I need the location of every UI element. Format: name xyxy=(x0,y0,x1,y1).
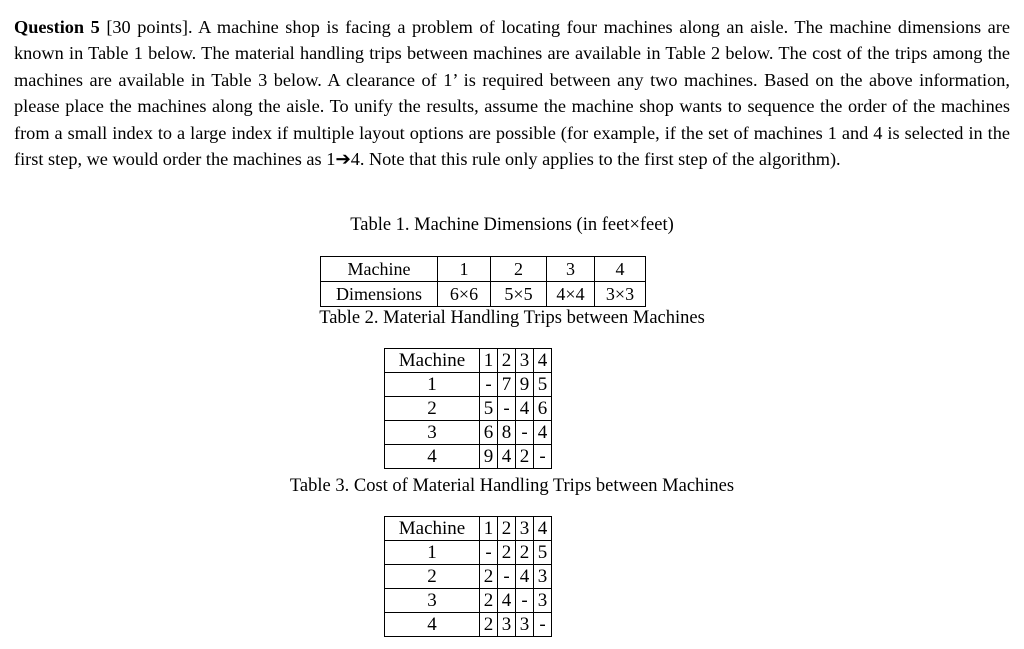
table-cell: 2 xyxy=(516,445,534,469)
arrow-icon: ➔ xyxy=(335,149,351,170)
table-row xyxy=(321,257,646,282)
table-cell: 3 xyxy=(516,349,534,373)
table-cell: - xyxy=(534,613,552,637)
table-cell: - xyxy=(534,445,552,469)
table2-caption: Table 2. Material Handling Trips between Machines xyxy=(319,308,705,328)
table-cell: 2 xyxy=(498,541,516,565)
table-cell: - xyxy=(498,397,516,421)
table-cell: 1 xyxy=(438,257,491,282)
table-cell: 1 xyxy=(480,349,498,373)
table-cell: - xyxy=(480,373,498,397)
table-cell: 9 xyxy=(516,373,534,397)
question-paragraph xyxy=(14,14,1010,172)
table2-handling-trips xyxy=(384,348,552,469)
table-cell: 1 xyxy=(385,541,480,565)
table-cell: 2 xyxy=(498,349,516,373)
table1-caption: Table 1. Machine Dimensions (in feet×feet) xyxy=(350,215,674,235)
table-cell: 6 xyxy=(480,421,498,445)
table-cell: 3 xyxy=(534,565,552,589)
table-cell: 3×3 xyxy=(595,282,646,307)
table-row xyxy=(385,445,552,469)
table-cell: 4 xyxy=(516,397,534,421)
table-cell: 3 xyxy=(385,589,480,613)
table-row xyxy=(385,517,552,541)
table3-trip-costs xyxy=(384,516,552,637)
table1-machine-dimensions xyxy=(320,256,646,307)
table-cell: 4 xyxy=(595,257,646,282)
table-row xyxy=(321,282,646,307)
table-cell: Machine xyxy=(321,257,438,282)
table-cell: 3 xyxy=(498,613,516,637)
table-cell: 4 xyxy=(385,445,480,469)
table-cell: 5 xyxy=(534,373,552,397)
table-row xyxy=(385,541,552,565)
table-cell: 4 xyxy=(385,613,480,637)
table-cell: Machine xyxy=(385,517,480,541)
table-cell: 1 xyxy=(385,373,480,397)
table-cell: 4 xyxy=(498,589,516,613)
table-cell: - xyxy=(498,565,516,589)
table-cell: 9 xyxy=(480,445,498,469)
table-cell: Machine xyxy=(385,349,480,373)
question-label: Question 5 xyxy=(14,17,100,37)
table-cell: 2 xyxy=(385,397,480,421)
table-cell: 2 xyxy=(480,565,498,589)
table-row xyxy=(385,421,552,445)
table-cell: 5 xyxy=(480,397,498,421)
table-cell: 3 xyxy=(547,257,595,282)
table-cell: 3 xyxy=(534,589,552,613)
table-cell: 4 xyxy=(498,445,516,469)
table-row xyxy=(385,589,552,613)
table-cell: 5×5 xyxy=(491,282,547,307)
table-cell: 4 xyxy=(534,349,552,373)
table-cell: - xyxy=(480,541,498,565)
table-cell: 4 xyxy=(516,565,534,589)
table-cell: 6×6 xyxy=(438,282,491,307)
table-cell: 6 xyxy=(534,397,552,421)
table-cell: 2 xyxy=(498,517,516,541)
table-cell: 5 xyxy=(534,541,552,565)
table-cell: 1 xyxy=(480,517,498,541)
table-cell: 2 xyxy=(491,257,547,282)
table-cell: 2 xyxy=(385,565,480,589)
table-row xyxy=(385,373,552,397)
table-row xyxy=(385,397,552,421)
table-cell: 4 xyxy=(534,517,552,541)
table-cell: 8 xyxy=(498,421,516,445)
table-row xyxy=(385,349,552,373)
question-text: [30 points]. A machine shop is facing a problem of locating four machines along an aisle. The machine dimensions are known in Table 1 below. The material handling trips between machines are available in Table 2 below. The cost of the trips among the machines are available in Table 3 below. A clearance of 1’ is required between any two machines. Based on the above information, please place the machines along the aisle. To unify the results, assume the machine shop wants to sequence the order of the machines from a small index to a large index if multiple layout options are possible (for example, if the set of machines 1 and 4 is selected in the first step, we would order the machines as 1 xyxy=(14,17,1010,170)
table-cell: 4×4 xyxy=(547,282,595,307)
table-cell: 3 xyxy=(385,421,480,445)
table-cell: 4 xyxy=(534,421,552,445)
table-cell: 2 xyxy=(480,589,498,613)
table-row xyxy=(385,565,552,589)
table-cell: 2 xyxy=(480,613,498,637)
table-cell: 3 xyxy=(516,613,534,637)
table-row xyxy=(385,613,552,637)
table-cell: - xyxy=(516,421,534,445)
table-cell: - xyxy=(516,589,534,613)
table3-caption: Table 3. Cost of Material Handling Trips between Machines xyxy=(289,476,735,496)
table-cell: Dimensions xyxy=(321,282,438,307)
question-text-end: 4. Note that this rule only applies to the first step of the algorithm). xyxy=(350,149,841,170)
table-cell: 3 xyxy=(516,517,534,541)
table-cell: 7 xyxy=(498,373,516,397)
table-cell: 2 xyxy=(516,541,534,565)
